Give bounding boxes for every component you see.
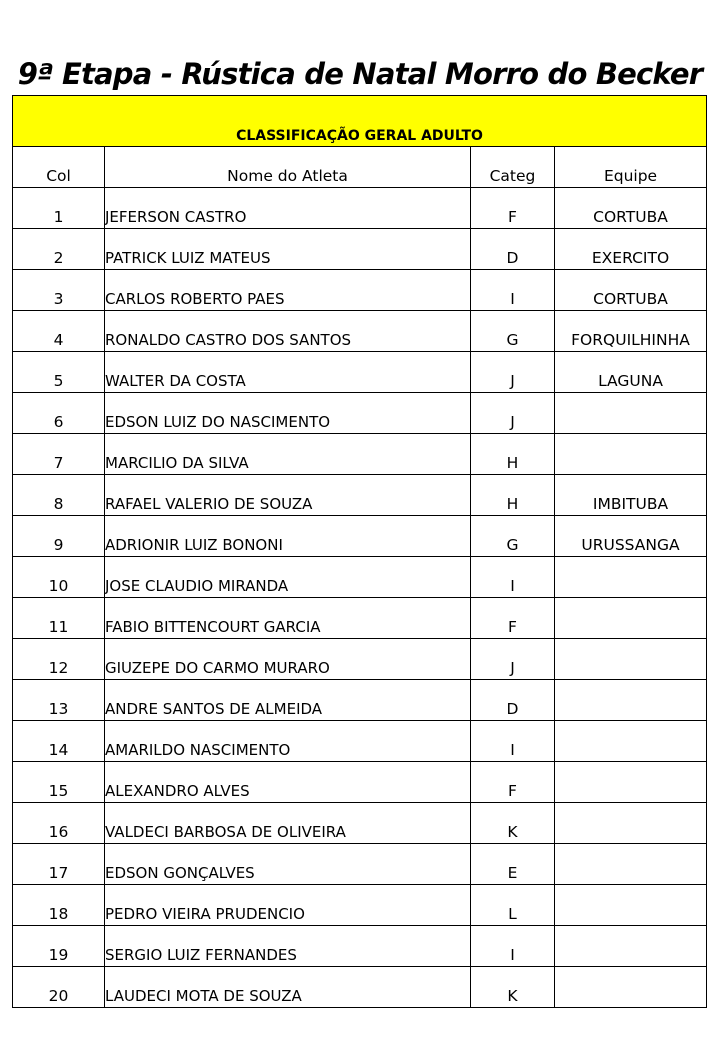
athlete-name-cell: RONALDO CASTRO DOS SANTOS: [105, 311, 471, 352]
category-cell: G: [471, 311, 555, 352]
team-cell: [555, 844, 707, 885]
category-cell: J: [471, 352, 555, 393]
athlete-name-cell: PEDRO VIEIRA PRUDENCIO: [105, 885, 471, 926]
position-cell: 18: [13, 885, 105, 926]
team-cell: [555, 680, 707, 721]
table-row: [13, 557, 707, 598]
position-cell: 6: [13, 393, 105, 434]
category-cell: F: [471, 598, 555, 639]
athlete-name-cell: ADRIONIR LUIZ BONONI: [105, 516, 471, 557]
team-cell: [555, 885, 707, 926]
position-cell: 4: [13, 311, 105, 352]
results-table: [12, 95, 707, 1008]
team-cell: [555, 393, 707, 434]
position-cell: 7: [13, 434, 105, 475]
team-cell: URUSSANGA: [555, 516, 707, 557]
position-cell: 1: [13, 188, 105, 229]
athlete-name-cell: JOSE CLAUDIO MIRANDA: [105, 557, 471, 598]
athlete-name-cell: MARCILIO DA SILVA: [105, 434, 471, 475]
table-row: [13, 721, 707, 762]
table-row: [13, 762, 707, 803]
athlete-name-cell: EDSON GONÇALVES: [105, 844, 471, 885]
team-cell: [555, 762, 707, 803]
team-cell: FORQUILHINHA: [555, 311, 707, 352]
category-cell: K: [471, 803, 555, 844]
team-cell: [555, 803, 707, 844]
position-cell: 2: [13, 229, 105, 270]
category-cell: H: [471, 475, 555, 516]
table-row: [13, 926, 707, 967]
table-row: [13, 803, 707, 844]
column-header-team: Equipe: [555, 147, 707, 188]
category-cell: G: [471, 516, 555, 557]
position-cell: 13: [13, 680, 105, 721]
results-body: [13, 188, 707, 1008]
team-cell: [555, 557, 707, 598]
table-row: [13, 639, 707, 680]
banner-row: [13, 96, 707, 147]
athlete-name-cell: ANDRE SANTOS DE ALMEIDA: [105, 680, 471, 721]
table-row: [13, 434, 707, 475]
team-cell: [555, 721, 707, 762]
category-cell: I: [471, 270, 555, 311]
team-cell: LAGUNA: [555, 352, 707, 393]
category-cell: F: [471, 188, 555, 229]
table-row: [13, 311, 707, 352]
athlete-name-cell: EDSON LUIZ DO NASCIMENTO: [105, 393, 471, 434]
team-cell: CORTUBA: [555, 270, 707, 311]
table-row: [13, 188, 707, 229]
team-cell: [555, 598, 707, 639]
athlete-name-cell: SERGIO LUIZ FERNANDES: [105, 926, 471, 967]
position-cell: 15: [13, 762, 105, 803]
athlete-name-cell: ALEXANDRO ALVES: [105, 762, 471, 803]
team-cell: [555, 639, 707, 680]
position-cell: 19: [13, 926, 105, 967]
athlete-name-cell: RAFAEL VALERIO DE SOUZA: [105, 475, 471, 516]
athlete-name-cell: LAUDECI MOTA DE SOUZA: [105, 967, 471, 1008]
position-cell: 17: [13, 844, 105, 885]
category-cell: K: [471, 967, 555, 1008]
team-cell: IMBITUBA: [555, 475, 707, 516]
page-title: 9ª Etapa - Rústica de Natal Morro do Becker: [17, 57, 703, 91]
category-cell: J: [471, 639, 555, 680]
column-header-position: Col: [13, 147, 105, 188]
position-cell: 11: [13, 598, 105, 639]
category-cell: L: [471, 885, 555, 926]
position-cell: 16: [13, 803, 105, 844]
athlete-name-cell: FABIO BITTENCOURT GARCIA: [105, 598, 471, 639]
position-cell: 12: [13, 639, 105, 680]
table-row: [13, 352, 707, 393]
team-cell: CORTUBA: [555, 188, 707, 229]
position-cell: 3: [13, 270, 105, 311]
athlete-name-cell: WALTER DA COSTA: [105, 352, 471, 393]
category-cell: H: [471, 434, 555, 475]
table-row: [13, 680, 707, 721]
classification-banner: CLASSIFICAÇÃO GERAL ADULTO: [13, 96, 707, 147]
category-cell: E: [471, 844, 555, 885]
position-cell: 5: [13, 352, 105, 393]
athlete-name-cell: GIUZEPE DO CARMO MURARO: [105, 639, 471, 680]
table-row: [13, 393, 707, 434]
category-cell: F: [471, 762, 555, 803]
table-row: [13, 598, 707, 639]
athlete-name-cell: JEFERSON CASTRO: [105, 188, 471, 229]
table-row: [13, 270, 707, 311]
table-row: [13, 516, 707, 557]
category-cell: I: [471, 721, 555, 762]
athlete-name-cell: VALDECI BARBOSA DE OLIVEIRA: [105, 803, 471, 844]
athlete-name-cell: PATRICK LUIZ MATEUS: [105, 229, 471, 270]
header-row: [13, 147, 707, 188]
column-header-athlete-name: Nome do Atleta: [105, 147, 471, 188]
column-header-category: Categ: [471, 147, 555, 188]
category-cell: J: [471, 393, 555, 434]
athlete-name-cell: CARLOS ROBERTO PAES: [105, 270, 471, 311]
team-cell: [555, 926, 707, 967]
position-cell: 8: [13, 475, 105, 516]
position-cell: 20: [13, 967, 105, 1008]
table-row: [13, 885, 707, 926]
position-cell: 14: [13, 721, 105, 762]
category-cell: I: [471, 926, 555, 967]
team-cell: EXERCITO: [555, 229, 707, 270]
category-cell: D: [471, 680, 555, 721]
position-cell: 10: [13, 557, 105, 598]
category-cell: I: [471, 557, 555, 598]
team-cell: [555, 434, 707, 475]
table-row: [13, 844, 707, 885]
category-cell: D: [471, 229, 555, 270]
table-row: [13, 475, 707, 516]
athlete-name-cell: AMARILDO NASCIMENTO: [105, 721, 471, 762]
table-row: [13, 967, 707, 1008]
table-row: [13, 229, 707, 270]
position-cell: 9: [13, 516, 105, 557]
team-cell: [555, 967, 707, 1008]
